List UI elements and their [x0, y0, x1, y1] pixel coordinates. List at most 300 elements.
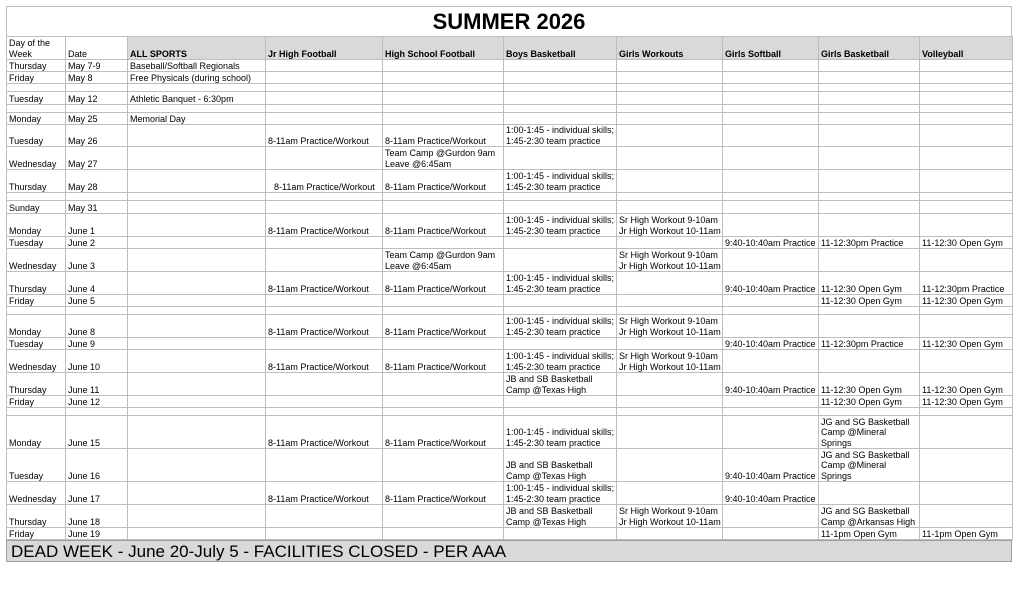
cell-high-school-football: Team Camp @Gurdon 9am Leave @6:45am	[383, 249, 504, 272]
table-row	[7, 237, 1013, 249]
cell-girls-basketball: 11-12:30pm Practice	[819, 237, 920, 249]
cell-girls-softball	[723, 528, 819, 540]
cell-volleyball: 11-12:30 Open Gym	[920, 338, 1013, 350]
cell-boys-basketball	[504, 92, 617, 105]
cell-girls-workouts	[617, 92, 723, 105]
cell-day: Friday	[7, 528, 66, 540]
cell-high-school-football	[383, 237, 504, 249]
cell-jr-high-football	[266, 505, 383, 528]
cell-date: May 31	[66, 201, 128, 214]
cell-boys-basketball: 1:00-1:45 - individual skills; 1:45-2:30 team practice	[504, 214, 617, 237]
cell-date: June 9	[66, 338, 128, 350]
col-header-date: Date	[66, 37, 128, 60]
cell-high-school-football	[383, 60, 504, 72]
cell-volleyball	[920, 170, 1013, 193]
cell-day: Tuesday	[7, 125, 66, 147]
col-header-girls-workouts: Girls Workouts	[617, 37, 723, 60]
cell-all-sports	[128, 125, 266, 147]
cell-girls-softball	[723, 60, 819, 72]
cell-date: June 1	[66, 214, 128, 237]
cell-jr-high-football	[266, 307, 383, 315]
cell-girls-basketball: 11-12:30 Open Gym	[819, 295, 920, 307]
cell-boys-basketball	[504, 528, 617, 540]
table-row	[7, 72, 1013, 84]
cell-jr-high-football	[266, 449, 383, 482]
cell-girls-softball	[723, 72, 819, 84]
cell-girls-workouts	[617, 60, 723, 72]
cell-girls-workouts	[617, 482, 723, 505]
cell-day: Tuesday	[7, 338, 66, 350]
table-row	[7, 92, 1013, 105]
cell-jr-high-football	[266, 201, 383, 214]
schedule-sheet	[6, 6, 1012, 562]
cell-all-sports	[128, 193, 266, 201]
cell-jr-high-football	[266, 60, 383, 72]
cell-boys-basketball: 1:00-1:45 - individual skills; 1:45-2:30 team practice	[504, 416, 617, 449]
cell-girls-workouts	[617, 295, 723, 307]
cell-date: May 28	[66, 170, 128, 193]
cell-boys-basketball	[504, 295, 617, 307]
cell-date: May 27	[66, 147, 128, 170]
cell-volleyball	[920, 249, 1013, 272]
table-row	[7, 396, 1013, 408]
table-row	[7, 315, 1013, 338]
cell-girls-workouts	[617, 72, 723, 84]
cell-girls-basketball	[819, 147, 920, 170]
cell-volleyball: 11-1pm Open Gym	[920, 528, 1013, 540]
cell-high-school-football	[383, 113, 504, 125]
cell-boys-basketball	[504, 60, 617, 72]
cell-all-sports	[128, 237, 266, 249]
cell-girls-basketball	[819, 125, 920, 147]
cell-high-school-football: 8-11am Practice/Workout	[383, 125, 504, 147]
cell-all-sports	[128, 449, 266, 482]
cell-all-sports	[128, 214, 266, 237]
cell-volleyball	[920, 60, 1013, 72]
cell-volleyball: 11-12:30 Open Gym	[920, 373, 1013, 396]
schedule-body	[7, 60, 1013, 540]
cell-girls-basketball	[819, 350, 920, 373]
cell-volleyball	[920, 350, 1013, 373]
cell-all-sports	[128, 84, 266, 92]
cell-jr-high-football: 8-11am Practice/Workout	[266, 416, 383, 449]
cell-girls-basketball	[819, 249, 920, 272]
header-row	[7, 37, 1013, 60]
cell-jr-high-football	[266, 92, 383, 105]
cell-girls-workouts: Sr High Workout 9-10am Jr High Workout 10-11am	[617, 214, 723, 237]
cell-volleyball	[920, 147, 1013, 170]
cell-date: June 17	[66, 482, 128, 505]
cell-girls-workouts	[617, 170, 723, 193]
cell-high-school-football	[383, 449, 504, 482]
cell-volleyball	[920, 105, 1013, 113]
cell-day: Monday	[7, 315, 66, 338]
cell-volleyball: 11-12:30 Open Gym	[920, 237, 1013, 249]
cell-all-sports	[128, 170, 266, 193]
cell-date: June 5	[66, 295, 128, 307]
cell-jr-high-football	[266, 295, 383, 307]
cell-all-sports	[128, 147, 266, 170]
cell-girls-workouts	[617, 105, 723, 113]
table-row	[7, 449, 1013, 482]
cell-boys-basketball	[504, 249, 617, 272]
cell-jr-high-football	[266, 84, 383, 92]
cell-volleyball	[920, 214, 1013, 237]
cell-day: Monday	[7, 416, 66, 449]
cell-boys-basketball	[504, 147, 617, 170]
cell-jr-high-football	[266, 373, 383, 396]
cell-date: May 25	[66, 113, 128, 125]
cell-day: Tuesday	[7, 237, 66, 249]
cell-jr-high-football	[266, 147, 383, 170]
cell-boys-basketball: JB and SB Basketball Camp @Texas High	[504, 505, 617, 528]
cell-girls-softball: 9:40-10:40am Practice	[723, 338, 819, 350]
cell-girls-basketball: 11-12:30 Open Gym	[819, 396, 920, 408]
cell-volleyball	[920, 307, 1013, 315]
cell-girls-basketball	[819, 84, 920, 92]
table-row	[7, 201, 1013, 214]
cell-date	[66, 84, 128, 92]
cell-volleyball	[920, 125, 1013, 147]
cell-jr-high-football	[266, 105, 383, 113]
cell-day: Wednesday	[7, 482, 66, 505]
cell-date	[66, 307, 128, 315]
cell-date: May 7-9	[66, 60, 128, 72]
cell-boys-basketball	[504, 201, 617, 214]
cell-high-school-football: 8-11am Practice/Workout	[383, 350, 504, 373]
cell-date: June 3	[66, 249, 128, 272]
cell-jr-high-football	[266, 72, 383, 84]
cell-girls-basketball: JG and SG Basketball Camp @Mineral Springs	[819, 449, 920, 482]
table-row	[7, 84, 1013, 92]
cell-date: May 26	[66, 125, 128, 147]
col-header-girls-softball: Girls Softball	[723, 37, 819, 60]
col-header-day: Day of the Week	[7, 37, 66, 60]
cell-date: June 11	[66, 373, 128, 396]
cell-girls-softball	[723, 396, 819, 408]
cell-girls-basketball	[819, 214, 920, 237]
cell-high-school-football: 8-11am Practice/Workout	[383, 214, 504, 237]
cell-girls-softball	[723, 105, 819, 113]
cell-girls-basketball: 11-12:30 Open Gym	[819, 272, 920, 295]
cell-girls-softball	[723, 315, 819, 338]
cell-day: Friday	[7, 396, 66, 408]
cell-all-sports	[128, 105, 266, 113]
table-row	[7, 307, 1013, 315]
cell-girls-softball	[723, 249, 819, 272]
cell-girls-workouts	[617, 147, 723, 170]
cell-date: June 10	[66, 350, 128, 373]
cell-all-sports	[128, 416, 266, 449]
cell-date: June 18	[66, 505, 128, 528]
cell-boys-basketball	[504, 408, 617, 416]
cell-volleyball	[920, 482, 1013, 505]
table-row	[7, 193, 1013, 201]
cell-jr-high-football	[266, 408, 383, 416]
cell-all-sports	[128, 505, 266, 528]
table-row	[7, 113, 1013, 125]
cell-day: Wednesday	[7, 350, 66, 373]
cell-high-school-football	[383, 84, 504, 92]
cell-date	[66, 193, 128, 201]
cell-jr-high-football	[266, 338, 383, 350]
cell-all-sports	[128, 272, 266, 295]
cell-day: Tuesday	[7, 92, 66, 105]
cell-volleyball	[920, 416, 1013, 449]
cell-date: June 2	[66, 237, 128, 249]
cell-girls-softball	[723, 170, 819, 193]
cell-date: June 19	[66, 528, 128, 540]
cell-high-school-football	[383, 338, 504, 350]
cell-boys-basketball: 1:00-1:45 - individual skills; 1:45-2:30 team practice	[504, 482, 617, 505]
cell-jr-high-football: 8-11am Practice/Workout	[266, 482, 383, 505]
cell-day: Tuesday	[7, 449, 66, 482]
cell-girls-basketball: JG and SG Basketball Camp @Arkansas High	[819, 505, 920, 528]
cell-boys-basketball	[504, 338, 617, 350]
col-header-volleyball: Volleyball	[920, 37, 1013, 60]
cell-girls-workouts	[617, 338, 723, 350]
cell-high-school-football: 8-11am Practice/Workout	[383, 170, 504, 193]
cell-all-sports	[128, 249, 266, 272]
cell-girls-softball	[723, 193, 819, 201]
cell-boys-basketball	[504, 113, 617, 125]
cell-boys-basketball: 1:00-1:45 - individual skills; 1:45-2:30 team practice	[504, 170, 617, 193]
cell-boys-basketball: JB and SB Basketball Camp @Texas High	[504, 449, 617, 482]
cell-all-sports	[128, 528, 266, 540]
table-row	[7, 408, 1013, 416]
cell-girls-workouts	[617, 125, 723, 147]
cell-volleyball	[920, 505, 1013, 528]
cell-day	[7, 193, 66, 201]
cell-all-sports: Free Physicals (during school)	[128, 72, 266, 84]
cell-girls-workouts	[617, 237, 723, 249]
cell-jr-high-football: 8-11am Practice/Workout	[266, 125, 383, 147]
cell-girls-basketball	[819, 170, 920, 193]
cell-all-sports	[128, 350, 266, 373]
cell-date: May 12	[66, 92, 128, 105]
cell-high-school-football	[383, 373, 504, 396]
cell-all-sports: Memorial Day	[128, 113, 266, 125]
cell-date: June 15	[66, 416, 128, 449]
cell-all-sports	[128, 295, 266, 307]
cell-girls-softball	[723, 201, 819, 214]
schedule-table	[6, 36, 1013, 540]
cell-high-school-football	[383, 295, 504, 307]
cell-high-school-football	[383, 72, 504, 84]
cell-girls-softball	[723, 505, 819, 528]
cell-boys-basketball	[504, 72, 617, 84]
cell-day: Thursday	[7, 272, 66, 295]
cell-jr-high-football	[266, 249, 383, 272]
cell-girls-basketball	[819, 60, 920, 72]
cell-day: Monday	[7, 113, 66, 125]
cell-girls-basketball	[819, 105, 920, 113]
cell-boys-basketball	[504, 396, 617, 408]
cell-girls-softball	[723, 295, 819, 307]
cell-date: June 8	[66, 315, 128, 338]
col-header-high-school-football: High School Football	[383, 37, 504, 60]
table-row	[7, 125, 1013, 147]
cell-day: Friday	[7, 72, 66, 84]
cell-day: Monday	[7, 214, 66, 237]
cell-high-school-football	[383, 92, 504, 105]
cell-volleyball	[920, 449, 1013, 482]
cell-high-school-football: Team Camp @Gurdon 9am Leave @6:45am	[383, 147, 504, 170]
cell-girls-workouts	[617, 272, 723, 295]
cell-all-sports	[128, 482, 266, 505]
page-title: SUMMER 2026	[6, 6, 1012, 36]
cell-girls-basketball: 11-1pm Open Gym	[819, 528, 920, 540]
table-row	[7, 170, 1013, 193]
cell-girls-softball	[723, 84, 819, 92]
cell-volleyball	[920, 193, 1013, 201]
cell-date	[66, 408, 128, 416]
cell-date: June 16	[66, 449, 128, 482]
cell-date: June 12	[66, 396, 128, 408]
cell-girls-basketball: JG and SG Basketball Camp @Mineral Springs	[819, 416, 920, 449]
cell-girls-workouts	[617, 408, 723, 416]
table-row	[7, 105, 1013, 113]
cell-high-school-football	[383, 193, 504, 201]
cell-high-school-football	[383, 201, 504, 214]
cell-jr-high-football	[266, 113, 383, 125]
table-row	[7, 373, 1013, 396]
cell-day	[7, 307, 66, 315]
cell-girls-basketball: 11-12:30pm Practice	[819, 338, 920, 350]
dead-week-banner: DEAD WEEK - June 20-July 5 - FACILITIES CLOSED - PER AAA	[6, 540, 1012, 562]
table-row	[7, 338, 1013, 350]
table-row	[7, 528, 1013, 540]
cell-jr-high-football: 8-11am Practice/Workout	[266, 170, 383, 193]
cell-day: Wednesday	[7, 249, 66, 272]
cell-high-school-football	[383, 528, 504, 540]
cell-volleyball	[920, 113, 1013, 125]
table-row	[7, 505, 1013, 528]
cell-all-sports	[128, 373, 266, 396]
cell-girls-workouts: Sr High Workout 9-10am Jr High Workout 10-11am	[617, 315, 723, 338]
cell-date: June 4	[66, 272, 128, 295]
cell-girls-softball	[723, 350, 819, 373]
cell-girls-softball: 9:40-10:40am Practice	[723, 237, 819, 249]
cell-girls-basketball: 11-12:30 Open Gym	[819, 373, 920, 396]
cell-girls-softball	[723, 214, 819, 237]
cell-girls-workouts: Sr High Workout 9-10am Jr High Workout 10-11am	[617, 505, 723, 528]
cell-day	[7, 105, 66, 113]
cell-jr-high-football	[266, 528, 383, 540]
cell-boys-basketball: JB and SB Basketball Camp @Texas High	[504, 373, 617, 396]
cell-boys-basketball: 1:00-1:45 - individual skills; 1:45-2:30 team practice	[504, 315, 617, 338]
cell-boys-basketball: 1:00-1:45 - individual skills; 1:45-2:30 team practice	[504, 125, 617, 147]
cell-high-school-football	[383, 105, 504, 113]
cell-girls-softball	[723, 113, 819, 125]
cell-boys-basketball: 1:00-1:45 - individual skills; 1:45-2:30 team practice	[504, 272, 617, 295]
cell-volleyball	[920, 408, 1013, 416]
cell-day: Friday	[7, 295, 66, 307]
col-header-all-sports: ALL SPORTS	[128, 37, 266, 60]
cell-day: Thursday	[7, 170, 66, 193]
table-row	[7, 295, 1013, 307]
table-row	[7, 147, 1013, 170]
cell-jr-high-football: 8-11am Practice/Workout	[266, 214, 383, 237]
cell-volleyball	[920, 201, 1013, 214]
cell-jr-high-football	[266, 396, 383, 408]
cell-volleyball	[920, 72, 1013, 84]
cell-girls-basketball	[819, 92, 920, 105]
cell-girls-softball: 9:40-10:40am Practice	[723, 373, 819, 396]
cell-girls-softball: 9:40-10:40am Practice	[723, 449, 819, 482]
cell-girls-workouts	[617, 416, 723, 449]
cell-girls-workouts	[617, 201, 723, 214]
cell-day: Thursday	[7, 60, 66, 72]
table-row	[7, 482, 1013, 505]
cell-boys-basketball	[504, 193, 617, 201]
cell-day: Wednesday	[7, 147, 66, 170]
cell-girls-softball	[723, 416, 819, 449]
cell-boys-basketball: 1:00-1:45 - individual skills; 1:45-2:30 team practice	[504, 350, 617, 373]
cell-girls-workouts	[617, 528, 723, 540]
cell-all-sports	[128, 315, 266, 338]
cell-jr-high-football: 8-11am Practice/Workout	[266, 272, 383, 295]
cell-volleyball: 11-12:30 Open Gym	[920, 396, 1013, 408]
col-header-boys-basketball: Boys Basketball	[504, 37, 617, 60]
cell-day: Sunday	[7, 201, 66, 214]
cell-all-sports	[128, 408, 266, 416]
cell-day: Thursday	[7, 505, 66, 528]
cell-girls-workouts	[617, 307, 723, 315]
cell-girls-workouts: Sr High Workout 9-10am Jr High Workout 10-11am	[617, 350, 723, 373]
cell-girls-workouts	[617, 449, 723, 482]
cell-girls-softball: 9:40-10:40am Practice	[723, 482, 819, 505]
cell-girls-workouts	[617, 373, 723, 396]
cell-high-school-football	[383, 396, 504, 408]
cell-girls-softball	[723, 408, 819, 416]
cell-high-school-football: 8-11am Practice/Workout	[383, 482, 504, 505]
cell-jr-high-football: 8-11am Practice/Workout	[266, 350, 383, 373]
cell-girls-workouts	[617, 193, 723, 201]
table-row	[7, 272, 1013, 295]
cell-girls-workouts	[617, 84, 723, 92]
cell-girls-basketball	[819, 482, 920, 505]
cell-girls-basketball	[819, 307, 920, 315]
cell-high-school-football: 8-11am Practice/Workout	[383, 272, 504, 295]
cell-all-sports	[128, 201, 266, 214]
cell-volleyball: 11-12:30pm Practice	[920, 272, 1013, 295]
cell-girls-softball	[723, 92, 819, 105]
table-row	[7, 60, 1013, 72]
cell-day	[7, 408, 66, 416]
cell-girls-basketball	[819, 72, 920, 84]
cell-day	[7, 84, 66, 92]
cell-girls-basketball	[819, 113, 920, 125]
cell-girls-basketball	[819, 193, 920, 201]
cell-jr-high-football	[266, 193, 383, 201]
cell-high-school-football	[383, 408, 504, 416]
cell-girls-softball	[723, 147, 819, 170]
cell-jr-high-football	[266, 237, 383, 249]
cell-girls-softball: 9:40-10:40am Practice	[723, 272, 819, 295]
cell-girls-basketball	[819, 315, 920, 338]
cell-girls-workouts	[617, 113, 723, 125]
cell-boys-basketball	[504, 307, 617, 315]
table-row	[7, 350, 1013, 373]
cell-volleyball	[920, 92, 1013, 105]
cell-boys-basketball	[504, 237, 617, 249]
table-row	[7, 214, 1013, 237]
cell-high-school-football: 8-11am Practice/Workout	[383, 416, 504, 449]
cell-high-school-football	[383, 307, 504, 315]
cell-girls-basketball	[819, 201, 920, 214]
col-header-jr-high-football: Jr High Football	[266, 37, 383, 60]
